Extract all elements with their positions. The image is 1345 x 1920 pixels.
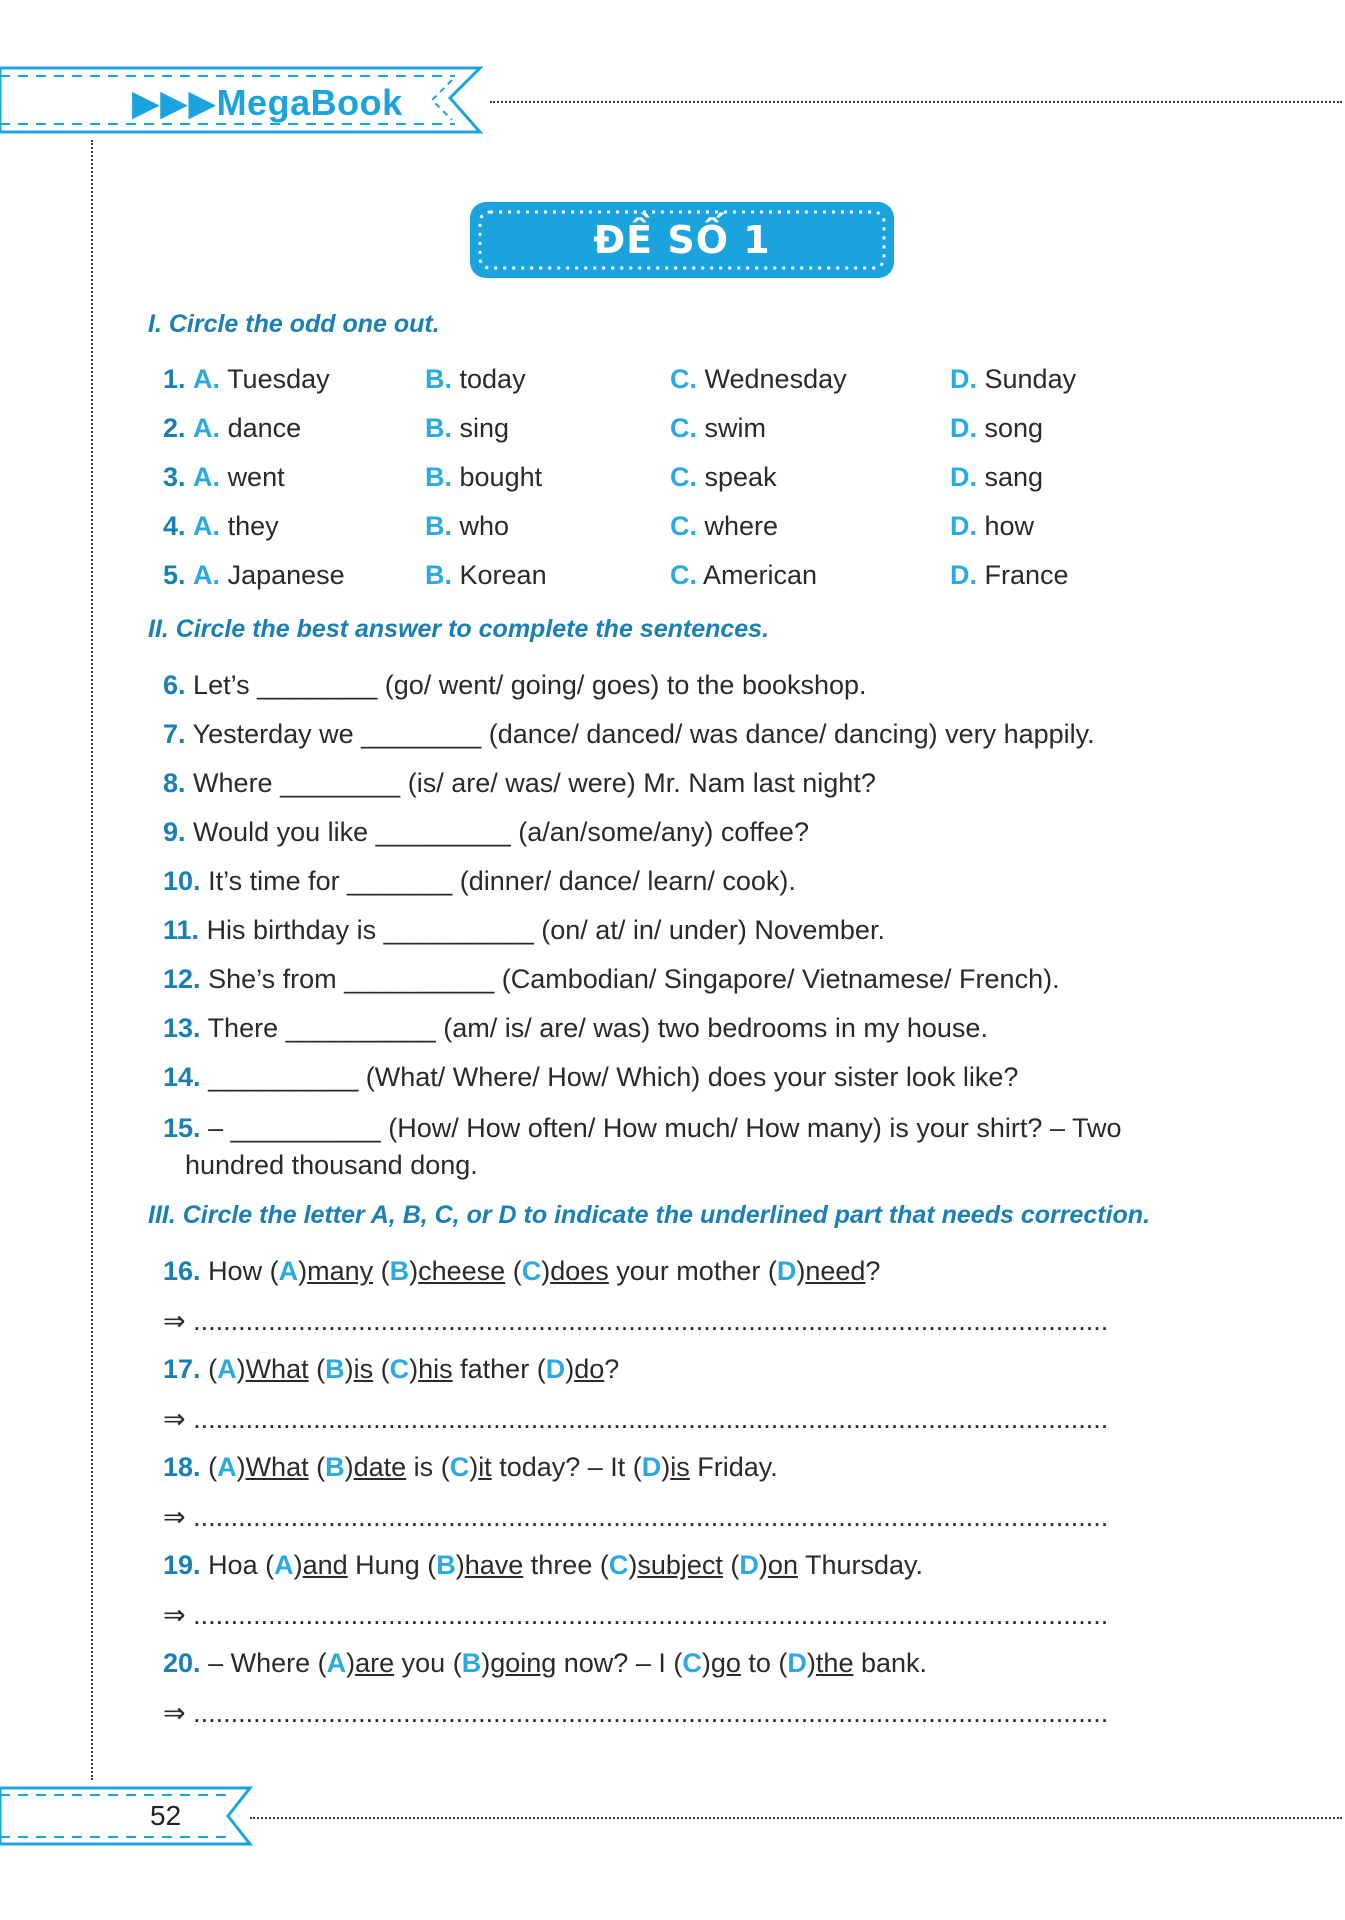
question-text: – __________ (How/ How often/ How much/ How many) is your shirt? – Two [208,1113,1122,1143]
underlined-part: What [245,1452,309,1482]
answer-line: ⇒ .......................................................................................................................... [163,1600,1109,1630]
question-line [163,768,876,799]
option-letter: D [739,1550,759,1580]
option-letter: A. [193,511,221,541]
option-text: Sunday [984,364,1077,394]
question-text: His birthday is __________ (on/ at/ in/ under) November. [206,915,885,945]
question-text: Yesterday we ________ (dance/ danced/ was dance/ dancing) very happily. [192,719,1095,749]
option-letter: D. [950,511,977,541]
bracket-open: ( [673,1648,683,1678]
question-line [163,964,1060,995]
question-number: 17. [163,1354,201,1384]
option-marker: (D) [778,1648,816,1678]
section-2-heading: II. Circle the best answer to complete the sentences. [148,615,770,643]
question-number: 3. [163,462,186,492]
answer-option [670,462,777,493]
question-text: Thursday. [797,1550,924,1580]
option-letter: D. [950,560,977,590]
question-line [163,915,885,946]
option-letter: C [389,1354,410,1384]
margin-dotted-rule [91,140,93,1780]
answer-option [425,560,547,591]
header-dotted-rule [490,101,1342,103]
option-marker: (A) [208,1354,246,1384]
option-letter: B [461,1648,482,1678]
option-letter: D [641,1452,662,1482]
option-letter: C [521,1256,542,1286]
option-letter: B. [425,364,452,394]
option-text: Japanese [227,560,345,590]
answer-option [163,511,279,542]
question-number: 4. [163,511,186,541]
option-text: bought [459,462,543,492]
footer-ribbon [0,1782,260,1852]
answer-option [670,364,847,395]
question-line [163,1354,619,1385]
answer-line: ⇒ .......................................................................................................................... [163,1404,1109,1434]
bracket-open: ( [632,1452,642,1482]
bracket-open: ( [452,1648,462,1678]
bracket-open: ( [512,1256,522,1286]
question-text: Hoa [208,1550,266,1580]
question-number: 1. [163,364,186,394]
option-marker: (B) [316,1354,354,1384]
underlined-part: What [245,1354,309,1384]
footer-dotted-rule [250,1817,1342,1819]
question-line [163,719,1095,750]
underlined-part: does [550,1256,609,1286]
page-number: 52 [150,1800,182,1831]
question-text: There __________ (am/ is/ are/ was) two bedrooms in my house. [207,1013,988,1043]
answer-option [425,413,509,444]
option-text: Wednesday [704,364,847,394]
option-text: how [984,511,1035,541]
option-letter: B. [425,511,452,541]
bracket-open: ( [599,1550,609,1580]
answer-line: ⇒ .......................................................................................................................... [163,1502,1109,1532]
brand-mark-icon: ▶▶▶ [132,82,217,123]
option-marker: (B) [316,1452,354,1482]
option-text: swim [704,413,767,443]
underlined-part: the [815,1648,854,1678]
option-letter: A [217,1452,237,1482]
answer-option [670,511,778,542]
option-letter: B [389,1256,410,1286]
option-letter: D [776,1256,797,1286]
bracket-open: ( [440,1452,450,1482]
option-text: dance [227,413,302,443]
option-marker: (D) [730,1550,768,1580]
answer-option [163,462,285,493]
option-text: where [704,511,779,541]
answer-option [163,560,345,591]
option-text: American [703,560,818,590]
option-letter: A [326,1648,347,1678]
underlined-part: are [355,1648,395,1678]
question-text [309,1354,317,1384]
option-letter: A [278,1256,299,1286]
question-number: 11. [163,915,200,945]
underlined-part: on [767,1550,798,1580]
question-number: 16. [163,1256,201,1286]
section-3-heading: III. Circle the letter A, B, C, or D to indicate the underlined part that needs correction. [148,1201,1151,1229]
question-text: __________ (What/ Where/ How/ Which) does your sister look like? [208,1062,1019,1092]
option-letter: D [545,1354,566,1384]
option-text: who [459,511,510,541]
page-title: ĐỀ SỐ 1 [593,218,771,262]
answer-option [950,413,1043,444]
option-text: France [984,560,1069,590]
question-text: Would you like _________ (a/an/some/any) coffee? [193,817,809,847]
option-marker: (A) [317,1648,356,1678]
underlined-part: is [353,1354,374,1384]
option-letter: C [449,1452,470,1482]
answer-option [950,560,1069,591]
option-text: song [984,413,1044,443]
option-text: Korean [459,560,547,590]
option-letter: A [274,1550,294,1580]
option-marker: (D) [632,1452,671,1482]
underlined-part: have [464,1550,524,1580]
option-letter: C. [670,462,697,492]
question-number: 9. [163,817,186,847]
question-text: Where ________ (is/ are/ was/ were) Mr. Nam last night? [193,768,876,798]
option-letter: B [325,1354,345,1384]
bracket-open: ( [536,1354,546,1384]
bracket-open: ( [208,1354,218,1384]
option-marker: (D) [767,1256,806,1286]
option-text: sing [459,413,510,443]
answer-line: ⇒ .......................................................................................................................... [163,1698,1109,1728]
option-text: speak [704,462,777,492]
option-letter: B [436,1550,456,1580]
question-text [373,1256,381,1286]
option-letter: D. [950,462,977,492]
question-number: 5. [163,560,186,590]
answer-option [163,413,301,444]
bracket-open: ( [317,1648,327,1678]
underlined-part: go [710,1648,741,1678]
question-row [163,462,1163,498]
option-marker: (A) [269,1256,308,1286]
question-row [163,364,1163,400]
question-row [163,413,1163,449]
option-marker: (B) [380,1256,419,1286]
answer-line: ⇒ .......................................................................................................................... [163,1306,1109,1336]
question-text: father [452,1354,537,1384]
brand-logo: ▶▶▶MegaBook [132,82,403,123]
option-letter: C. [670,511,697,541]
question-text: Hung [347,1550,428,1580]
question-text: bank. [853,1648,928,1678]
question-text: you [394,1648,453,1678]
bracket-open: ( [767,1256,777,1286]
underlined-part: do [574,1354,605,1384]
question-number: 13. [163,1013,201,1043]
question-text: now? – I [556,1648,674,1678]
question-text: She’s from __________ (Cambodian/ Singapore/ Vietnamese/ French). [208,964,1060,994]
answer-option [670,413,766,444]
option-marker: (C) [380,1354,419,1384]
answer-option [950,511,1034,542]
option-marker: (C) [512,1256,551,1286]
underlined-part: his [418,1354,453,1384]
option-letter: B [325,1452,345,1482]
question-number: 20. [163,1648,201,1678]
option-letter: A. [193,560,221,590]
question-line [163,670,867,701]
question-number: 8. [163,768,186,798]
option-letter: A. [193,462,221,492]
question-text [373,1354,381,1384]
question-line [163,866,796,897]
question-text: Let’s ________ (go/ went/ going/ goes) to the bookshop. [193,670,867,700]
question-text: ? [865,1256,881,1286]
option-marker: (A) [265,1550,303,1580]
answer-option [950,364,1076,395]
option-letter: C. [670,413,697,443]
question-number: 18. [163,1452,201,1482]
option-text: Tuesday [227,364,330,394]
question-text: Friday. [689,1452,778,1482]
option-letter: B. [425,413,452,443]
option-letter: A. [193,364,221,394]
option-letter: D. [950,413,977,443]
question-text: How [208,1256,270,1286]
question-text: It’s time for _______ (dinner/ dance/ learn/ cook). [208,866,796,896]
bracket-open: ( [265,1550,275,1580]
question-line [163,1256,880,1287]
answer-option [670,560,817,591]
underlined-part: going [490,1648,557,1678]
bracket-open: ( [380,1256,390,1286]
bracket-open: ( [778,1648,788,1678]
question-text: today? – It [491,1452,633,1482]
question-text: ? [604,1354,620,1384]
option-letter: B. [425,462,452,492]
question-number: 19. [163,1550,201,1580]
option-letter: C [608,1550,629,1580]
option-letter: C. [670,364,697,394]
question-row [163,560,1163,596]
question-number: 6. [163,670,186,700]
bracket-open: ( [730,1550,740,1580]
question-number: 10. [163,866,201,896]
option-letter: D [787,1648,807,1678]
bracket-open: ( [380,1354,390,1384]
question-text-continued: hundred thousand dong. [185,1150,478,1180]
option-letter: C [682,1648,702,1678]
answer-option [950,462,1043,493]
option-letter: D. [950,364,977,394]
question-line [163,1452,778,1483]
section-1-heading: I. Circle the odd one out. [148,310,440,338]
question-line [163,817,809,848]
question-text: three [523,1550,600,1580]
question-text: to [740,1648,779,1678]
option-letter: C. [670,560,697,590]
bracket-open: ( [427,1550,437,1580]
answer-option [425,462,542,493]
question-line [163,1013,988,1044]
question-line [163,1648,927,1679]
option-marker: (C) [599,1550,638,1580]
option-marker: (C) [673,1648,711,1678]
bracket-open: ( [208,1452,218,1482]
question-number: 15. [163,1113,201,1143]
option-marker: (A) [208,1452,246,1482]
question-number: 7. [163,719,186,749]
option-marker: (D) [536,1354,575,1384]
option-text: went [227,462,285,492]
option-marker: (C) [440,1452,479,1482]
option-letter: A. [193,413,221,443]
bracket-open: ( [269,1256,279,1286]
option-letter: B. [425,560,452,590]
bracket-open: ( [316,1354,326,1384]
question-text [309,1452,317,1482]
question-text: is [406,1452,441,1482]
question-line [163,1550,923,1581]
question-text: your mother [608,1256,768,1286]
option-marker: (B) [452,1648,491,1678]
underlined-part: cheese [418,1256,506,1286]
underlined-part: many [307,1256,374,1286]
option-letter: A [217,1354,237,1384]
question-line [163,1062,1018,1093]
question-row [163,511,1163,547]
question-text: – Where [208,1648,318,1678]
question-text [505,1256,513,1286]
question-line [163,1110,1203,1184]
answer-option [163,364,330,395]
option-text: today [459,364,526,394]
underlined-part: and [302,1550,348,1580]
underlined-part: subject [637,1550,723,1580]
underlined-part: is [670,1452,690,1482]
underlined-part: need [805,1256,866,1286]
answer-option [425,364,526,395]
question-number: 2. [163,413,186,443]
option-text: sang [984,462,1044,492]
bracket-open: ( [316,1452,326,1482]
question-number: 12. [163,964,201,994]
question-number: 14. [163,1062,201,1092]
option-marker: (B) [427,1550,465,1580]
underlined-part: it [478,1452,492,1482]
underlined-part: date [353,1452,407,1482]
answer-option [425,511,509,542]
option-text: they [227,511,279,541]
